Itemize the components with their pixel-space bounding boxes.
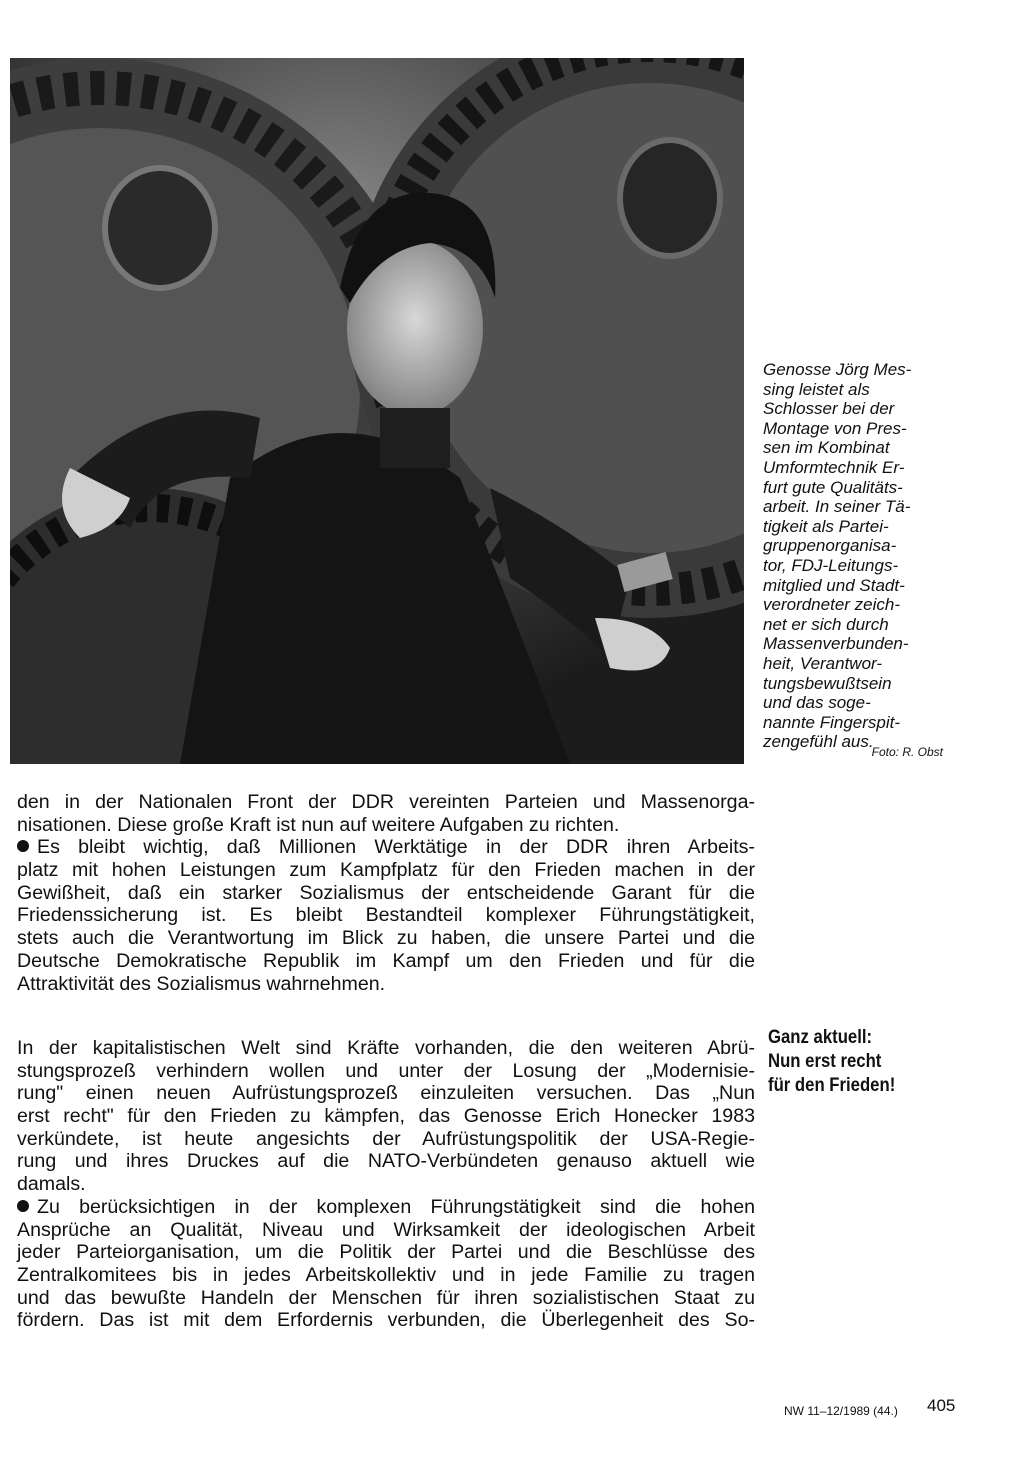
caption-line: tor, FDJ-Leitungs- <box>763 555 899 575</box>
caption-line: Umformtechnik Er- <box>763 457 905 477</box>
caption-line: sen im Kombinat <box>763 438 890 458</box>
text-line: damals. <box>17 1173 86 1196</box>
page-number: 405 <box>927 1396 956 1415</box>
photo-caption <box>763 360 953 752</box>
text-line: nisationen. Diese große Kraft ist nun auf weitere Aufgaben zu richten. <box>17 813 620 836</box>
caption-line: tungsbewußtsein <box>763 673 892 693</box>
text-line: Friedenssicherung ist. Es bleibt Bestandteil komplexer Führungstätigkeit, <box>17 904 755 927</box>
side-heading-line: Ganz aktuell: <box>768 1027 873 1048</box>
body-text-top <box>17 791 755 995</box>
text-line: In der kapitalistischen Welt sind Kräfte vorhanden, die den weiteren Abrü- <box>17 1037 755 1059</box>
photo-illustration <box>10 58 744 764</box>
publication-reference: NW 11–12/1989 (44.) <box>784 1404 898 1418</box>
text-line: rung" einen neuen Aufrüstungsprozeß einzuleiten versuchen. Das „Nun <box>17 1082 755 1105</box>
caption-line: und das soge- <box>763 693 871 713</box>
text-line: fördern. Das ist mit dem Erfordernis verbunden, die Überlegenheit des So- <box>17 1309 755 1332</box>
text-line-content: Es bleibt wichtig, daß Millionen Werktätige in der DDR ihren Arbeits- <box>37 836 755 859</box>
text-line: Ansprüche an Qualität, Niveau und Wirksamkeit der ideologischen Arbeit <box>17 1218 755 1241</box>
caption-line: Massenverbunden- <box>763 634 909 654</box>
text-line: Deutsche Demokratische Republik im Kampf um den Frieden und für die <box>17 949 755 972</box>
caption-line: arbeit. In seiner Tä- <box>763 497 911 517</box>
caption-line: zengefühl aus. <box>763 732 874 752</box>
caption-line: Montage von Pres- <box>763 418 907 438</box>
text-line: den in der Nationalen Front der DDR vereinten Parteien und Massenorga- <box>17 791 755 813</box>
bullet-icon <box>17 840 29 852</box>
caption-line: net er sich durch <box>763 614 889 634</box>
text-line: jeder Parteiorganisation, um die Politik der Partei und die Beschlüsse des <box>17 1241 755 1264</box>
caption-line: verordneter zeich- <box>763 595 901 615</box>
portrait-photo <box>10 58 744 764</box>
text-line: stungsprozeß verhindern wollen und unter der Losung der „Modernisie- <box>17 1059 755 1082</box>
side-heading-line: Nun erst recht <box>768 1051 882 1072</box>
side-heading-line: für den Frieden! <box>768 1075 896 1096</box>
caption-line: mitglied und Stadt- <box>763 575 905 595</box>
caption-line: tigkeit als Partei- <box>763 516 889 536</box>
text-line <box>17 1196 755 1219</box>
caption-line: nannte Fingerspit- <box>763 712 901 732</box>
caption-line: Genosse Jörg Mes- <box>763 360 912 379</box>
text-line <box>17 836 755 859</box>
side-heading <box>768 1026 979 1098</box>
text-line: stets auch die Verantwortung im Blick zu haben, die unsere Partei und die <box>17 927 755 950</box>
text-line: und das bewußte Handeln der Menschen für ihren sozialistischen Staat zu <box>17 1286 755 1309</box>
body-text-bottom <box>17 1037 755 1332</box>
text-line: erst recht" für den Frieden zu kämpfen, das Genosse Erich Honecker 1983 <box>17 1105 755 1128</box>
photo-credit: Foto: R. Obst <box>871 745 943 759</box>
text-line: platz mit hohen Leistungen zum Kampfplatz für den Frieden machen in der <box>17 859 755 882</box>
text-line: rung und ihres Druckes auf die NATO-Verbündeten genauso aktuell wie <box>17 1150 755 1173</box>
bullet-icon <box>17 1200 29 1212</box>
text-line: Zentralkomitees bis in jedes Arbeitskollektiv und in jede Familie zu tragen <box>17 1263 755 1286</box>
caption-line: sing leistet als <box>763 379 870 399</box>
text-line-content: Zu berücksichtigen in der komplexen Führungstätigkeit sind die hohen <box>37 1195 755 1218</box>
caption-line: Schlosser bei der <box>763 399 895 419</box>
text-line: verkündete, ist heute angesichts der Aufrüstungspolitik der USA-Regie- <box>17 1127 755 1150</box>
caption-line: gruppenorganisa- <box>763 536 897 556</box>
caption-line: furt gute Qualitäts- <box>763 477 903 497</box>
text-line: Gewißheit, daß ein starker Sozialismus der entscheidende Garant für die <box>17 881 755 904</box>
caption-line: heit, Verantwor- <box>763 653 883 673</box>
text-line: Attraktivität des Sozialismus wahrnehmen. <box>17 972 386 995</box>
